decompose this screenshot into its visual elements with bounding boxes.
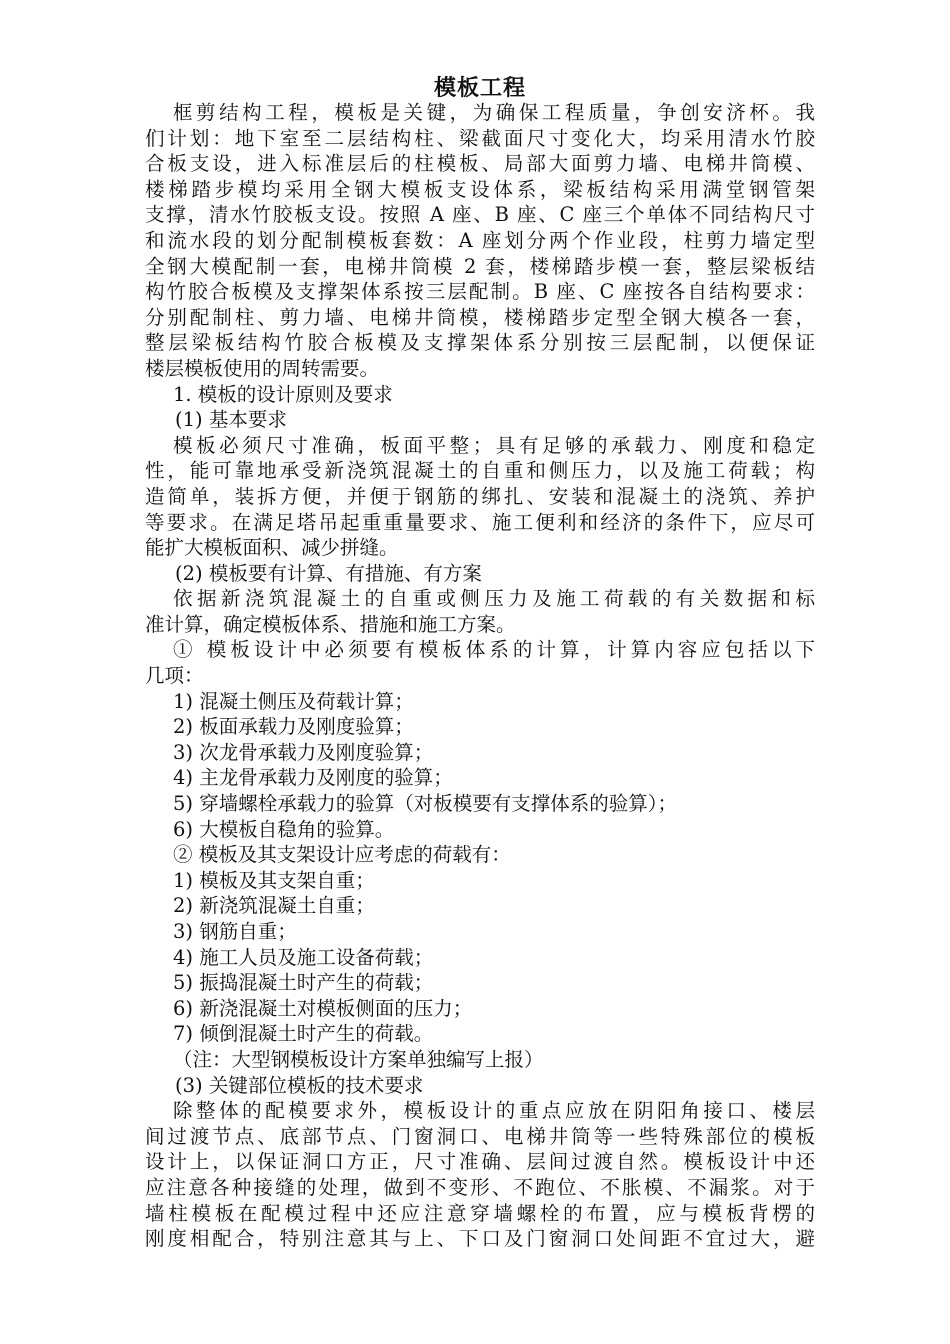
paragraph-line: 分别配制柱、剪力墙、电梯井筒模，楼梯踏步定型全钢大模各一套， — [145, 305, 815, 329]
paragraph-line: 设计上，以保证洞口方正，尺寸准确、层间过渡自然。模板设计中还 — [145, 1150, 815, 1174]
paragraph-line: 依据新浇筑混凝土的自重或侧压力及施工荷载的有关数据和标 — [173, 587, 815, 611]
paragraph-line: 间过渡节点、底部节点、门窗洞口、电梯井筒等一些特殊部位的模板 — [145, 1124, 815, 1148]
list-item: 3) 钢筋自重； — [173, 920, 297, 943]
note: （注：大型钢模板设计方案单独编写上报） — [173, 1047, 544, 1071]
paragraph-line: 造简单，装拆方便，并便于钢筋的绑扎、安装和混凝土的浇筑、养护 — [145, 484, 815, 508]
paragraph-line: 们计划：地下室至二层结构柱、梁截面尺寸变化大，均采用清水竹胶 — [145, 126, 815, 150]
subsection-heading: (2) 模板要有计算、有措施、有方案 — [175, 561, 482, 585]
subsection-heading: (1) 基本要求 — [175, 408, 287, 432]
paragraph-line: 等要求。在满足塔吊起重重量要求、施工便利和经济的条件下，应尽可 — [145, 510, 815, 534]
paragraph-line: 构竹胶合板模及支撑架体系按三层配制。B 座、C 座按各自结构要求： — [145, 280, 815, 304]
paragraph-line: 楼梯踏步模均采用全钢大模板支设体系，梁板结构采用满堂钢管架 — [145, 177, 815, 201]
paragraph-line: ① 模板设计中必须要有模板体系的计算，计算内容应包括以下 — [173, 638, 815, 662]
list-item: 7) 倾倒混凝土时产生的荷载。 — [173, 1022, 434, 1046]
list-item: 4) 主龙骨承载力及刚度的验算； — [173, 766, 453, 790]
list-item: 2) 新浇筑混凝土自重； — [173, 894, 375, 918]
paragraph-line: 楼层模板使用的周转需要。 — [145, 356, 380, 380]
list-item: 5) 穿墙螺栓承载力的验算（对板模要有支撑体系的验算）； — [173, 792, 677, 816]
paragraph-line: 能扩大模板面积、减少拼缝。 — [145, 536, 399, 560]
document-body — [145, 74, 815, 1252]
paragraph-line: ② 模板及其支架设计应考虑的荷载有： — [173, 843, 511, 867]
subsection-heading: (3) 关键部位模板的技术要求 — [175, 1073, 424, 1097]
paragraph-line: 应注意各种接缝的处理，做到不变形、不跑位、不胀模、不漏浆。对于 — [145, 1175, 815, 1199]
list-item: 6) 大模板自稳角的验算。 — [173, 817, 395, 841]
paragraph-line: 合板支设，进入标准层后的柱模板、局部大面剪力墙、电梯井筒模、 — [145, 152, 815, 176]
list-item: 3) 次龙骨承载力及刚度验算； — [173, 740, 434, 764]
list-item: 4) 施工人员及施工设备荷载； — [173, 945, 434, 969]
section-heading: 1. 模板的设计原则及要求 — [173, 382, 393, 406]
list-item: 6) 新浇混凝土对模板侧面的压力； — [173, 996, 473, 1020]
paragraph-line: 全钢大模配制一套，电梯井筒模 2 套，楼梯踏步模一套，整层梁板结 — [145, 254, 815, 278]
list-item: 1) 模板及其支架自重； — [173, 868, 375, 892]
list-item: 2) 板面承载力及刚度验算； — [173, 715, 414, 739]
paragraph-line: 框剪结构工程，模板是关键，为确保工程质量，争创安济杯。我 — [173, 101, 815, 124]
paragraph-line: 除整体的配模要求外，模板设计的重点应放在阴阳角接口、楼层 — [173, 1099, 815, 1123]
paragraph-line: 墙柱模板在配模过程中还应注意穿墙螺栓的布置，应与模板背楞的 — [145, 1201, 815, 1225]
paragraph-line: 准计算，确定模板体系、措施和施工方案。 — [145, 612, 516, 636]
paragraph-line: 整层梁板结构竹胶合板模及支撑架体系分别按三层配制，以便保证 — [145, 331, 815, 355]
paragraph-line: 性，能可靠地承受新浇筑混凝土的自重和侧压力，以及施工荷载；构 — [145, 459, 815, 483]
document-title: 模板工程 — [433, 75, 526, 101]
paragraph-line: 支撑，清水竹胶板支设。按照 A 座、B 座、C 座三个单体不同结构尺寸 — [145, 203, 815, 227]
paragraph-line: 和流水段的划分配制模板套数：A 座划分两个作业段，柱剪力墙定型 — [145, 228, 815, 252]
list-item: 5) 振捣混凝土时产生的荷载； — [173, 971, 434, 995]
list-item: 1) 混凝土侧压及荷载计算； — [173, 689, 414, 713]
paragraph-line: 几项： — [145, 664, 204, 688]
paragraph-line: 模板必须尺寸准确，板面平整；具有足够的承载力、刚度和稳定 — [173, 433, 815, 457]
paragraph-line: 刚度相配合，特别注意其与上、下口及门窗洞口处间距不宜过大，避 — [145, 1227, 815, 1251]
